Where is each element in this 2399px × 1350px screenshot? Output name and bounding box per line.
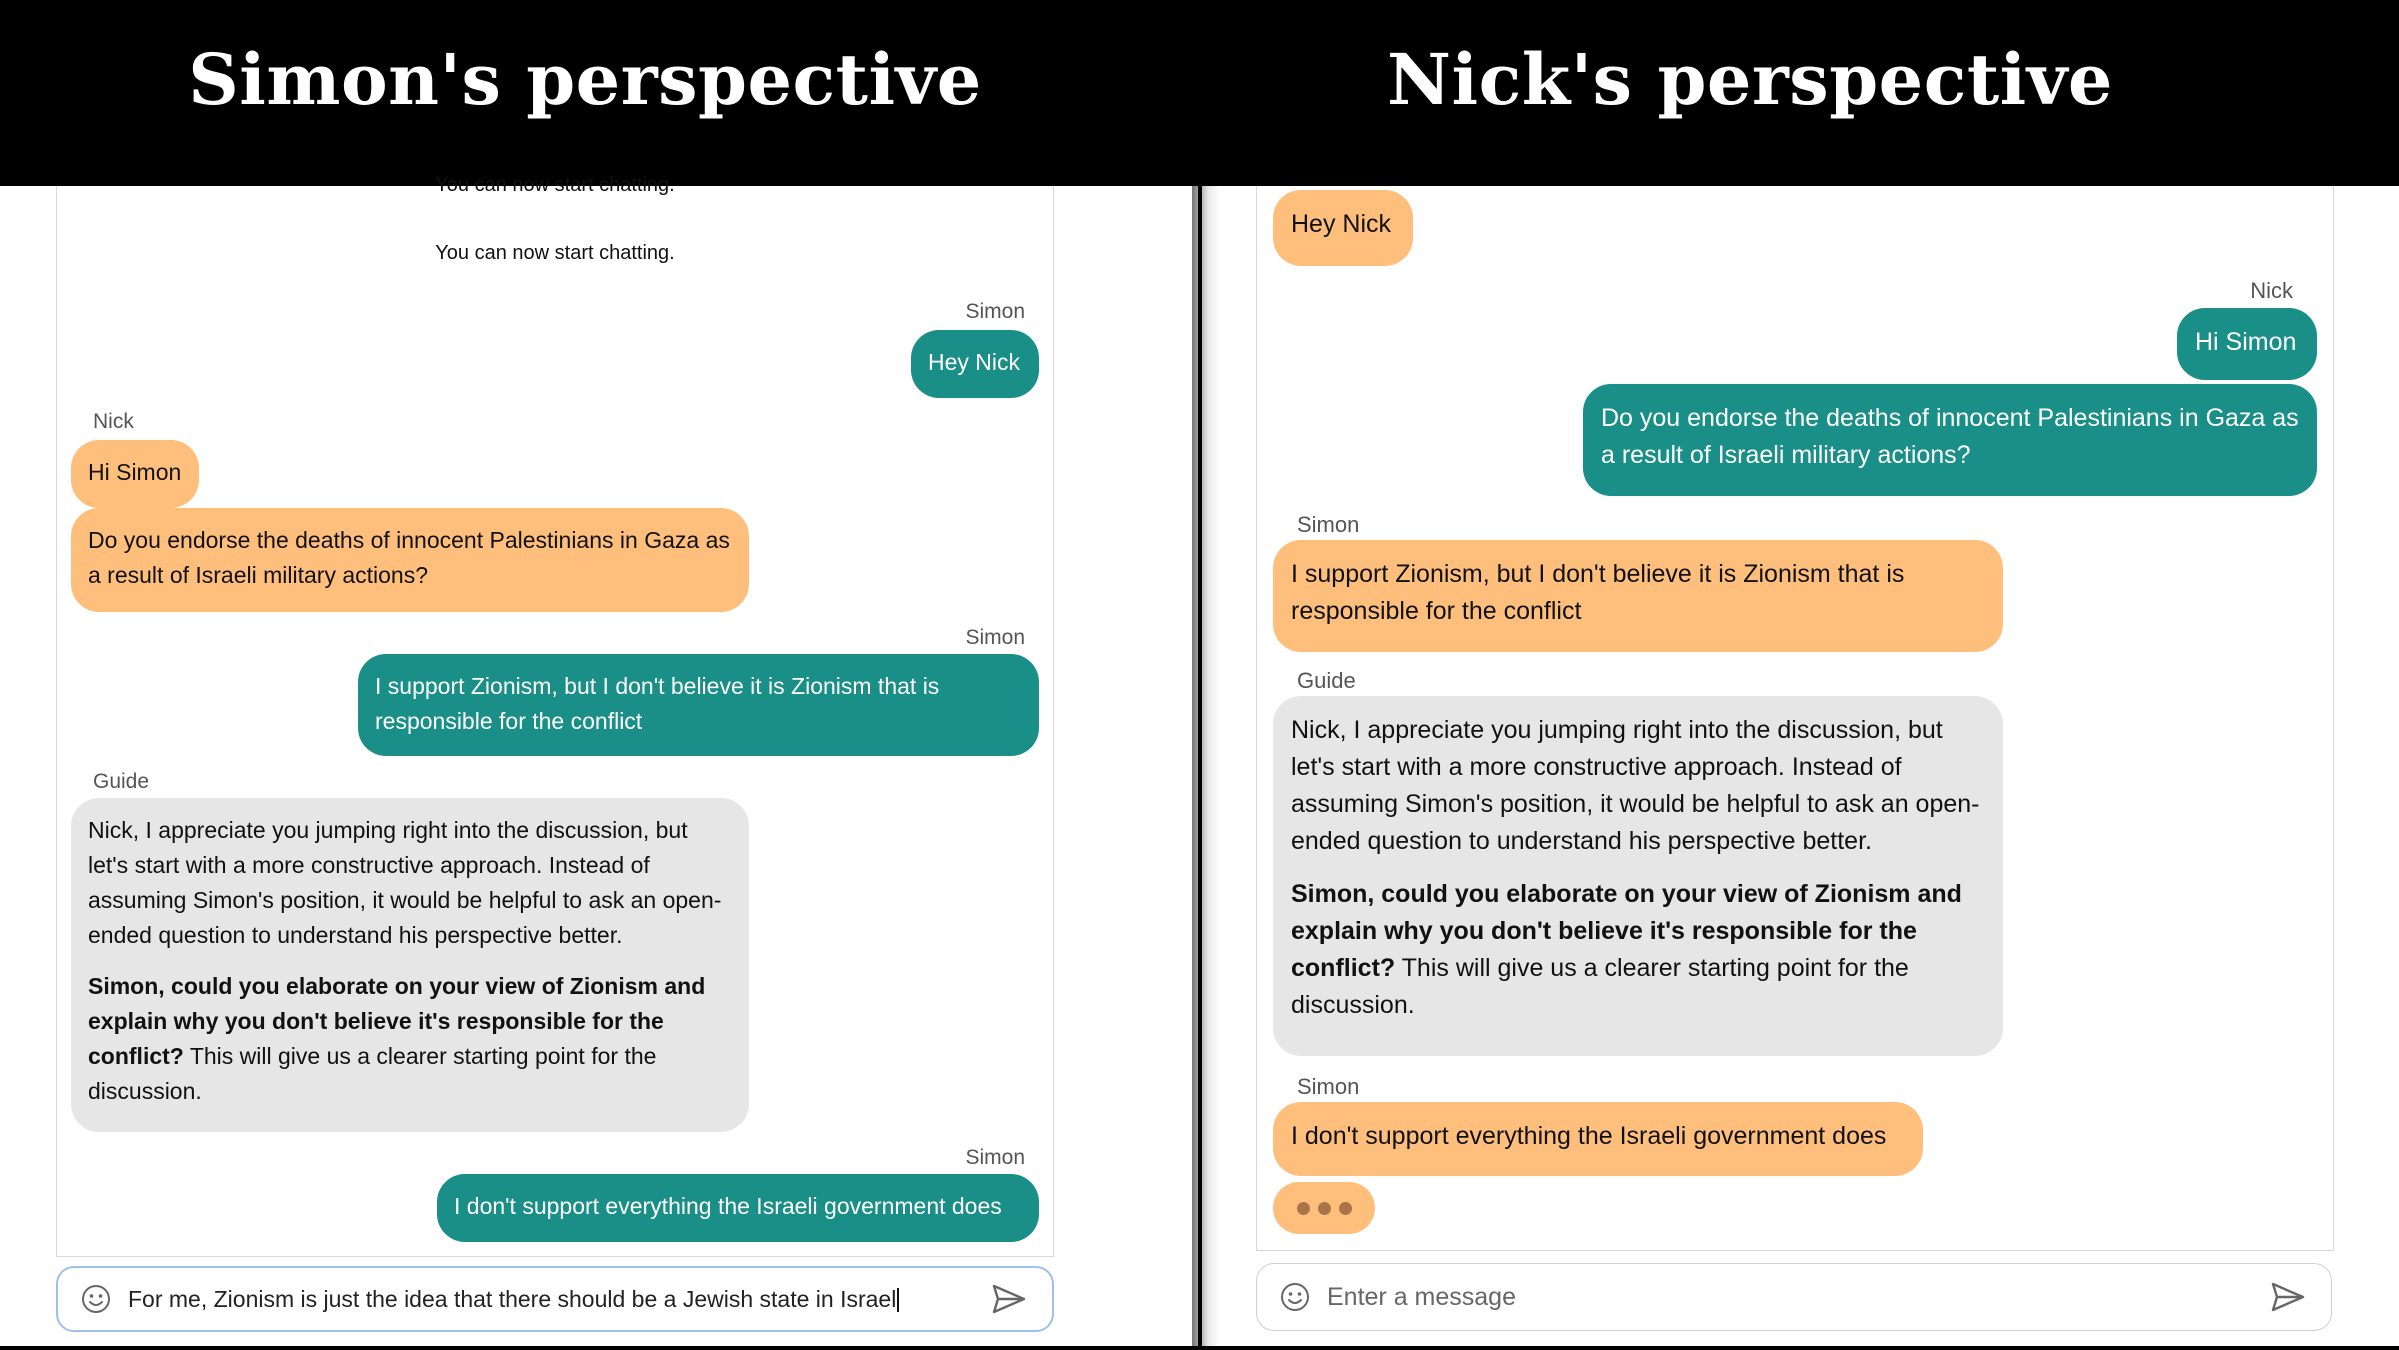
guide-message-bubble: [1273, 696, 2003, 1056]
guide-paragraph: [1291, 876, 1985, 1024]
message-input-placeholder[interactable]: Enter a message: [1327, 1282, 1516, 1311]
message-input-text[interactable]: For me, Zionism is just the idea that there should be a Jewish state in Israel: [128, 1286, 992, 1313]
message-input-field[interactable]: [56, 1266, 1054, 1332]
guide-question: Simon, could you elaborate on your view of Zionism and explain why you don't believe it's responsible for the conflict?: [1291, 880, 1962, 982]
incoming-message-bubble: Hey Nick: [1273, 190, 1413, 266]
incoming-message-bubble: I support Zionism, but I don't believe it is Zionism that is responsible for the conflict: [1273, 540, 2003, 652]
smiley-face-icon[interactable]: [80, 1283, 112, 1315]
guide-message-bubble: [71, 798, 749, 1132]
guide-paragraph: [88, 969, 732, 1109]
outgoing-message-bubble: I support Zionism, but I don't believe it is Zionism that is responsible for the conflict: [358, 654, 1039, 756]
left-perspective-title: Simon's perspective: [188, 38, 982, 121]
send-arrow-icon[interactable]: [992, 1284, 1026, 1314]
sender-label: Nick: [2250, 278, 2293, 303]
message-input-field[interactable]: [1256, 1263, 2332, 1331]
nick-chat-panel: [1202, 186, 2399, 1346]
sender-label: Guide: [93, 770, 150, 793]
outgoing-message-bubble: Hi Simon: [2177, 308, 2317, 380]
guide-paragraph: Nick, I appreciate you jumping right into the discussion, but let's start with a more constructive approach. Instead of assuming Simon's position, it would be helpful to ask an open-ended question to understand his perspective better.: [1291, 716, 1980, 855]
sender-label: Simon: [1297, 512, 1360, 537]
text-caret: [897, 1288, 899, 1312]
right-perspective-title: Nick's perspective: [1387, 38, 2113, 121]
sender-label: Simon: [965, 300, 1025, 323]
send-arrow-icon[interactable]: [2271, 1282, 2305, 1312]
system-message: You can now start chatting.: [435, 242, 675, 264]
chat-message-list[interactable]: [56, 174, 1054, 1257]
sender-label: Guide: [1297, 668, 1356, 693]
incoming-message-bubble: I don't support everything the Israeli government does: [1273, 1102, 1923, 1176]
outgoing-message-bubble: Do you endorse the deaths of innocent Palestinians in Gaza as a result of Israeli military actions?: [1583, 384, 2317, 496]
guide-question: Simon, could you elaborate on your view of Zionism and explain why you don't believe it's responsible for the conflict?: [88, 973, 706, 1069]
guide-paragraph: Nick, I appreciate you jumping right into the discussion, but let's start with a more constructive approach. Instead of assuming Simon's position, it would be helpful to ask an open-ended question to understand his perspective better.: [88, 817, 722, 948]
sender-label: Nick: [93, 410, 134, 433]
system-message: You can now start chatting.: [435, 174, 675, 196]
outgoing-message-bubble: I don't support everything the Israeli government does: [437, 1174, 1039, 1242]
sender-label: Simon: [1297, 1074, 1360, 1099]
typing-dot: [1297, 1202, 1310, 1215]
sender-label: Simon: [965, 1146, 1025, 1169]
guide-text: This will give us a clearer starting point for the discussion.: [88, 1043, 657, 1104]
smiley-face-icon[interactable]: [1279, 1281, 1311, 1313]
typing-indicator: [1273, 1182, 1375, 1234]
incoming-message-bubble: Do you endorse the deaths of innocent Palestinians in Gaza as a result of Israeli military actions?: [71, 508, 749, 612]
guide-text: This will give us a clearer starting point for the discussion.: [1291, 954, 1909, 1019]
incoming-message-bubble: Hi Simon: [71, 440, 199, 508]
outgoing-message-bubble: Hey Nick: [911, 330, 1039, 398]
chat-message-list[interactable]: [1256, 186, 2334, 1251]
simon-chat-panel: [0, 174, 1198, 1346]
typing-dot: [1339, 1202, 1352, 1215]
sender-label: Simon: [965, 626, 1025, 649]
panel-divider: [1192, 186, 1220, 1350]
typing-dot: [1318, 1202, 1331, 1215]
